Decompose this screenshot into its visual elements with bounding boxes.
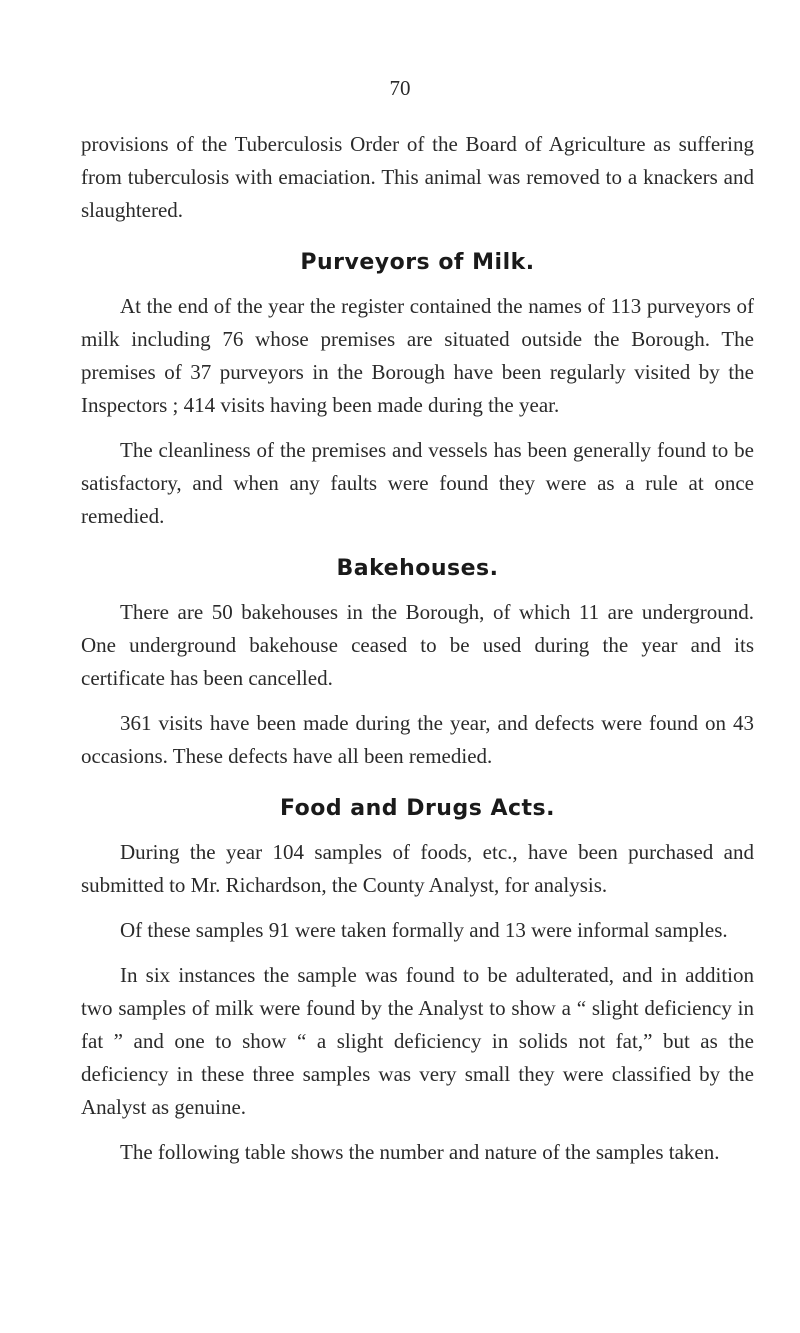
paragraph-tuberculosis-continuation: provisions of the Tuberculosis Order of the Board of Agriculture as suffering from tuberculosis with emaciation. This animal was removed to a knackers and slaughtered. <box>81 132 754 222</box>
paragraph-milk-register: At the end of the year the register contained the names of 113 purveyors of milk including 76 whose premises are situated outside the Borough. The premises of 37 purveyors in the Borough have been regularly visited by the Inspectors ; 414 visits having been made during the year. <box>81 294 754 417</box>
paragraph-table-intro: The following table shows the number and nature of the samples taken. <box>120 1140 720 1164</box>
paragraph-bakehouses-count: There are 50 bakehouses in the Borough, of which 11 are underground. One underground bakehouse ceased to be used during the year and its certificate has been cancelled. <box>81 600 754 690</box>
paragraph-samples-purchased: During the year 104 samples of foods, etc., have been purchased and submitted to Mr. Richardson, the County Analyst, for analysis. <box>81 840 754 897</box>
page-number: 70 <box>389 76 411 100</box>
heading-purveyors-of-milk: Purveyors of Milk. <box>300 250 535 275</box>
page-body <box>81 128 754 1169</box>
paragraph-bakehouses-visits: 361 visits have been made during the year, and defects were found on 43 occasions. These defects have all been remedied. <box>81 711 754 768</box>
heading-food-and-drugs-acts: Food and Drugs Acts. <box>280 796 555 821</box>
paragraph-samples-adulterated: In six instances the sample was found to be adulterated, and in addition two samples of milk were found by the Analyst to show a “ slight deficiency in fat ” and one to show “ a slight deficiency in solids not fat,” but as the deficiency in these three samples was very small they were classified by the Analyst as genuine. <box>81 963 754 1119</box>
heading-bakehouses: Bakehouses. <box>336 556 499 581</box>
paragraph-samples-formal-informal: Of these samples 91 were taken formally and 13 were informal samples. <box>120 918 728 942</box>
paragraph-milk-cleanliness: The cleanliness of the premises and vessels has been generally found to be satisfactory, and when any faults were found they were as a rule at once remedied. <box>81 438 754 528</box>
